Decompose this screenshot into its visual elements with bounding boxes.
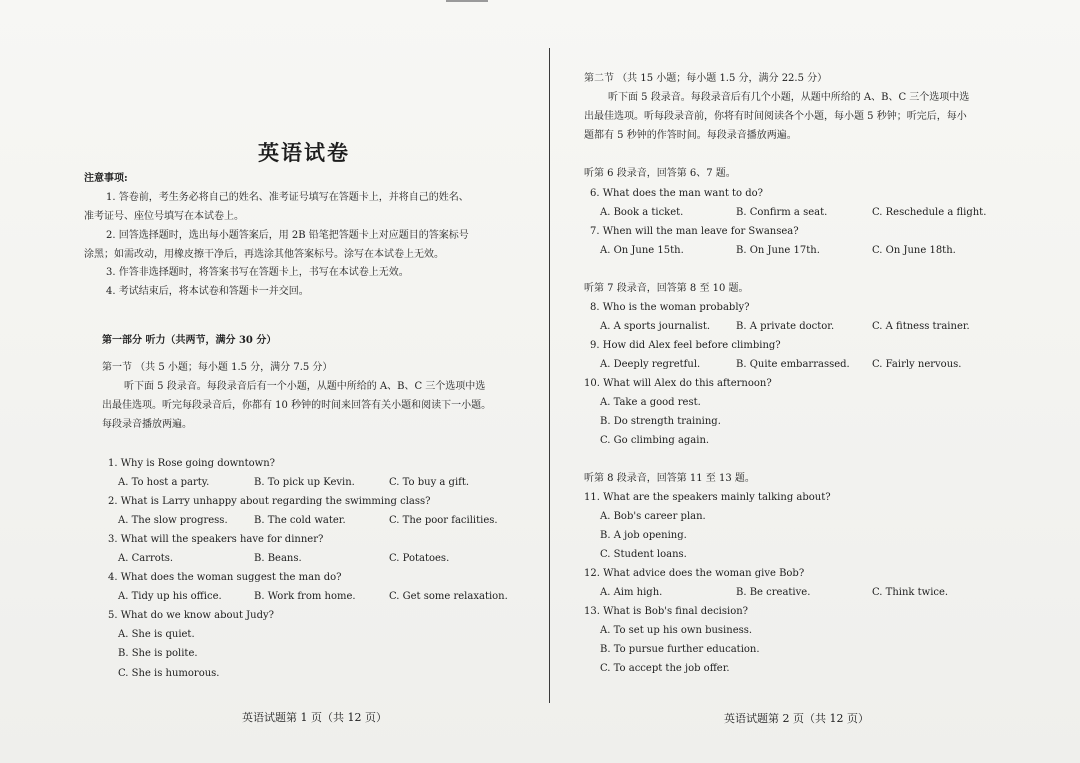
notice-line: 4. 考试结束后，将本试卷和答题卡一并交回。	[106, 286, 309, 297]
option: B. Beans.	[254, 553, 302, 564]
question-text: 2. What is Larry unhappy about regarding the swimming class?	[108, 496, 431, 507]
option: C. To buy a gift.	[389, 477, 470, 488]
option: B. To pick up Kevin.	[254, 477, 355, 488]
option: A. The slow progress.	[118, 515, 228, 526]
question-text: 11. What are the speakers mainly talking about?	[584, 492, 831, 503]
option: A. Deeply regretful.	[600, 359, 701, 370]
option: C. Fairly nervous.	[872, 359, 962, 370]
notice-line: 涂黑；如需改动，用橡皮擦干净后，再选涂其他答案标号。涂写在本试卷上无效。	[84, 249, 444, 260]
option: A. She is quiet.	[118, 629, 195, 640]
option: A. Bob's career plan.	[600, 511, 706, 522]
group-heading: 听第 8 段录音，回答第 11 至 13 题。	[584, 473, 755, 484]
option: C. To accept the job offer.	[600, 663, 730, 674]
notice-line: 3. 作答非选择题时，将答案书写在答题卡上，书写在本试卷上无效。	[106, 267, 409, 278]
instruction-line: 听下面 5 段录音。每段录音后有几个小题，从题中所给的 A、B、C 三个选项中选	[608, 92, 970, 103]
question-text: 8. Who is the woman probably?	[590, 302, 750, 313]
notice-line: 2. 回答选择题时，选出每小题答案后，用 2B 铅笔把答题卡上对应题目的答案标号	[106, 230, 469, 241]
option: C. Get some relaxation.	[389, 591, 508, 602]
question-text: 13. What is Bob's final decision?	[584, 606, 749, 617]
option: C. Reschedule a flight.	[872, 207, 987, 218]
question-text: 9. How did Alex feel before climbing?	[590, 340, 781, 351]
option: B. To pursue further education.	[600, 644, 760, 655]
page-divider	[549, 48, 550, 703]
question-text: 3. What will the speakers have for dinner?	[108, 534, 324, 545]
notice-line: 准考证号、座位号填写在本试卷上。	[84, 211, 244, 222]
option: C. Go climbing again.	[600, 435, 710, 446]
section-heading: 第一节 （共 5 小题；每小题 1.5 分，满分 7.5 分）	[102, 362, 333, 373]
question-text: 1. Why is Rose going downtown?	[108, 458, 276, 469]
option: C. She is humorous.	[118, 668, 220, 679]
instruction-line: 每段录音播放两遍。	[102, 419, 192, 430]
option: B. Confirm a seat.	[736, 207, 828, 218]
option: B. She is polite.	[118, 648, 198, 659]
notice-line: 1. 答卷前，考生务必将自己的姓名、准考证号填写在答题卡上，并将自己的姓名、	[106, 192, 469, 203]
question-text: 7. When will the man leave for Swansea?	[590, 226, 799, 237]
option: C. The poor facilities.	[389, 515, 498, 526]
page-footer: 英语试题第 1 页（共 12 页）	[242, 711, 387, 724]
exam-title: 英语试卷	[258, 140, 350, 165]
option: B. Do strength training.	[600, 416, 721, 427]
option: A. On June 15th.	[600, 245, 684, 256]
option: A. Tidy up his office.	[118, 591, 222, 602]
option: A. Book a ticket.	[600, 207, 684, 218]
option: C. Think twice.	[872, 587, 949, 598]
instruction-line: 出最佳选项。听每段录音前，你将有时间阅读各个小题，每小题 5 秒钟；听完后，每小	[584, 111, 967, 122]
option: C. On June 18th.	[872, 245, 956, 256]
question-text: 5. What do we know about Judy?	[108, 610, 274, 621]
option: A. To set up his own business.	[600, 625, 753, 636]
option: A. Carrots.	[118, 553, 174, 564]
option: B. Quite embarrassed.	[736, 359, 850, 370]
question-text: 6. What does the man want to do?	[590, 188, 764, 199]
option: A. Take a good rest.	[600, 397, 701, 408]
option: C. Potatoes.	[389, 553, 450, 564]
option: C. Student loans.	[600, 549, 687, 560]
page-footer: 英语试题第 2 页（共 12 页）	[724, 712, 869, 725]
instruction-line: 听下面 5 段录音。每段录音后有一个小题，从题中所给的 A、B、C 三个选项中选	[124, 381, 486, 392]
question-text: 10. What will Alex do this afternoon?	[584, 378, 772, 389]
option: B. A job opening.	[600, 530, 687, 541]
option: A. Aim high.	[600, 587, 663, 598]
part-heading: 第一部分 听力（共两节，满分 30 分）	[102, 335, 277, 346]
option: A. To host a party.	[118, 477, 210, 488]
section-heading: 第二节 （共 15 小题；每小题 1.5 分，满分 22.5 分）	[584, 73, 828, 84]
question-text: 12. What advice does the woman give Bob?	[584, 568, 805, 579]
option: A. A sports journalist.	[600, 321, 711, 332]
instruction-line: 出最佳选项。听完每段录音后，你都有 10 秒钟的时间来回答有关小题和阅读下一小题。	[102, 400, 492, 411]
question-text: 4. What does the woman suggest the man do?	[108, 572, 342, 583]
group-heading: 听第 7 段录音，回答第 8 至 10 题。	[584, 283, 749, 294]
top-mark	[446, 0, 488, 2]
option: B. On June 17th.	[736, 245, 820, 256]
option: C. A fitness trainer.	[872, 321, 970, 332]
option: B. The cold water.	[254, 515, 346, 526]
option: B. Work from home.	[254, 591, 356, 602]
group-heading: 听第 6 段录音，回答第 6、7 题。	[584, 168, 736, 179]
option: B. Be creative.	[736, 587, 811, 598]
notice-heading: 注意事项:	[84, 173, 128, 184]
instruction-line: 题都有 5 秒钟的作答时间。每段录音播放两遍。	[584, 130, 797, 141]
option: B. A private doctor.	[736, 321, 835, 332]
